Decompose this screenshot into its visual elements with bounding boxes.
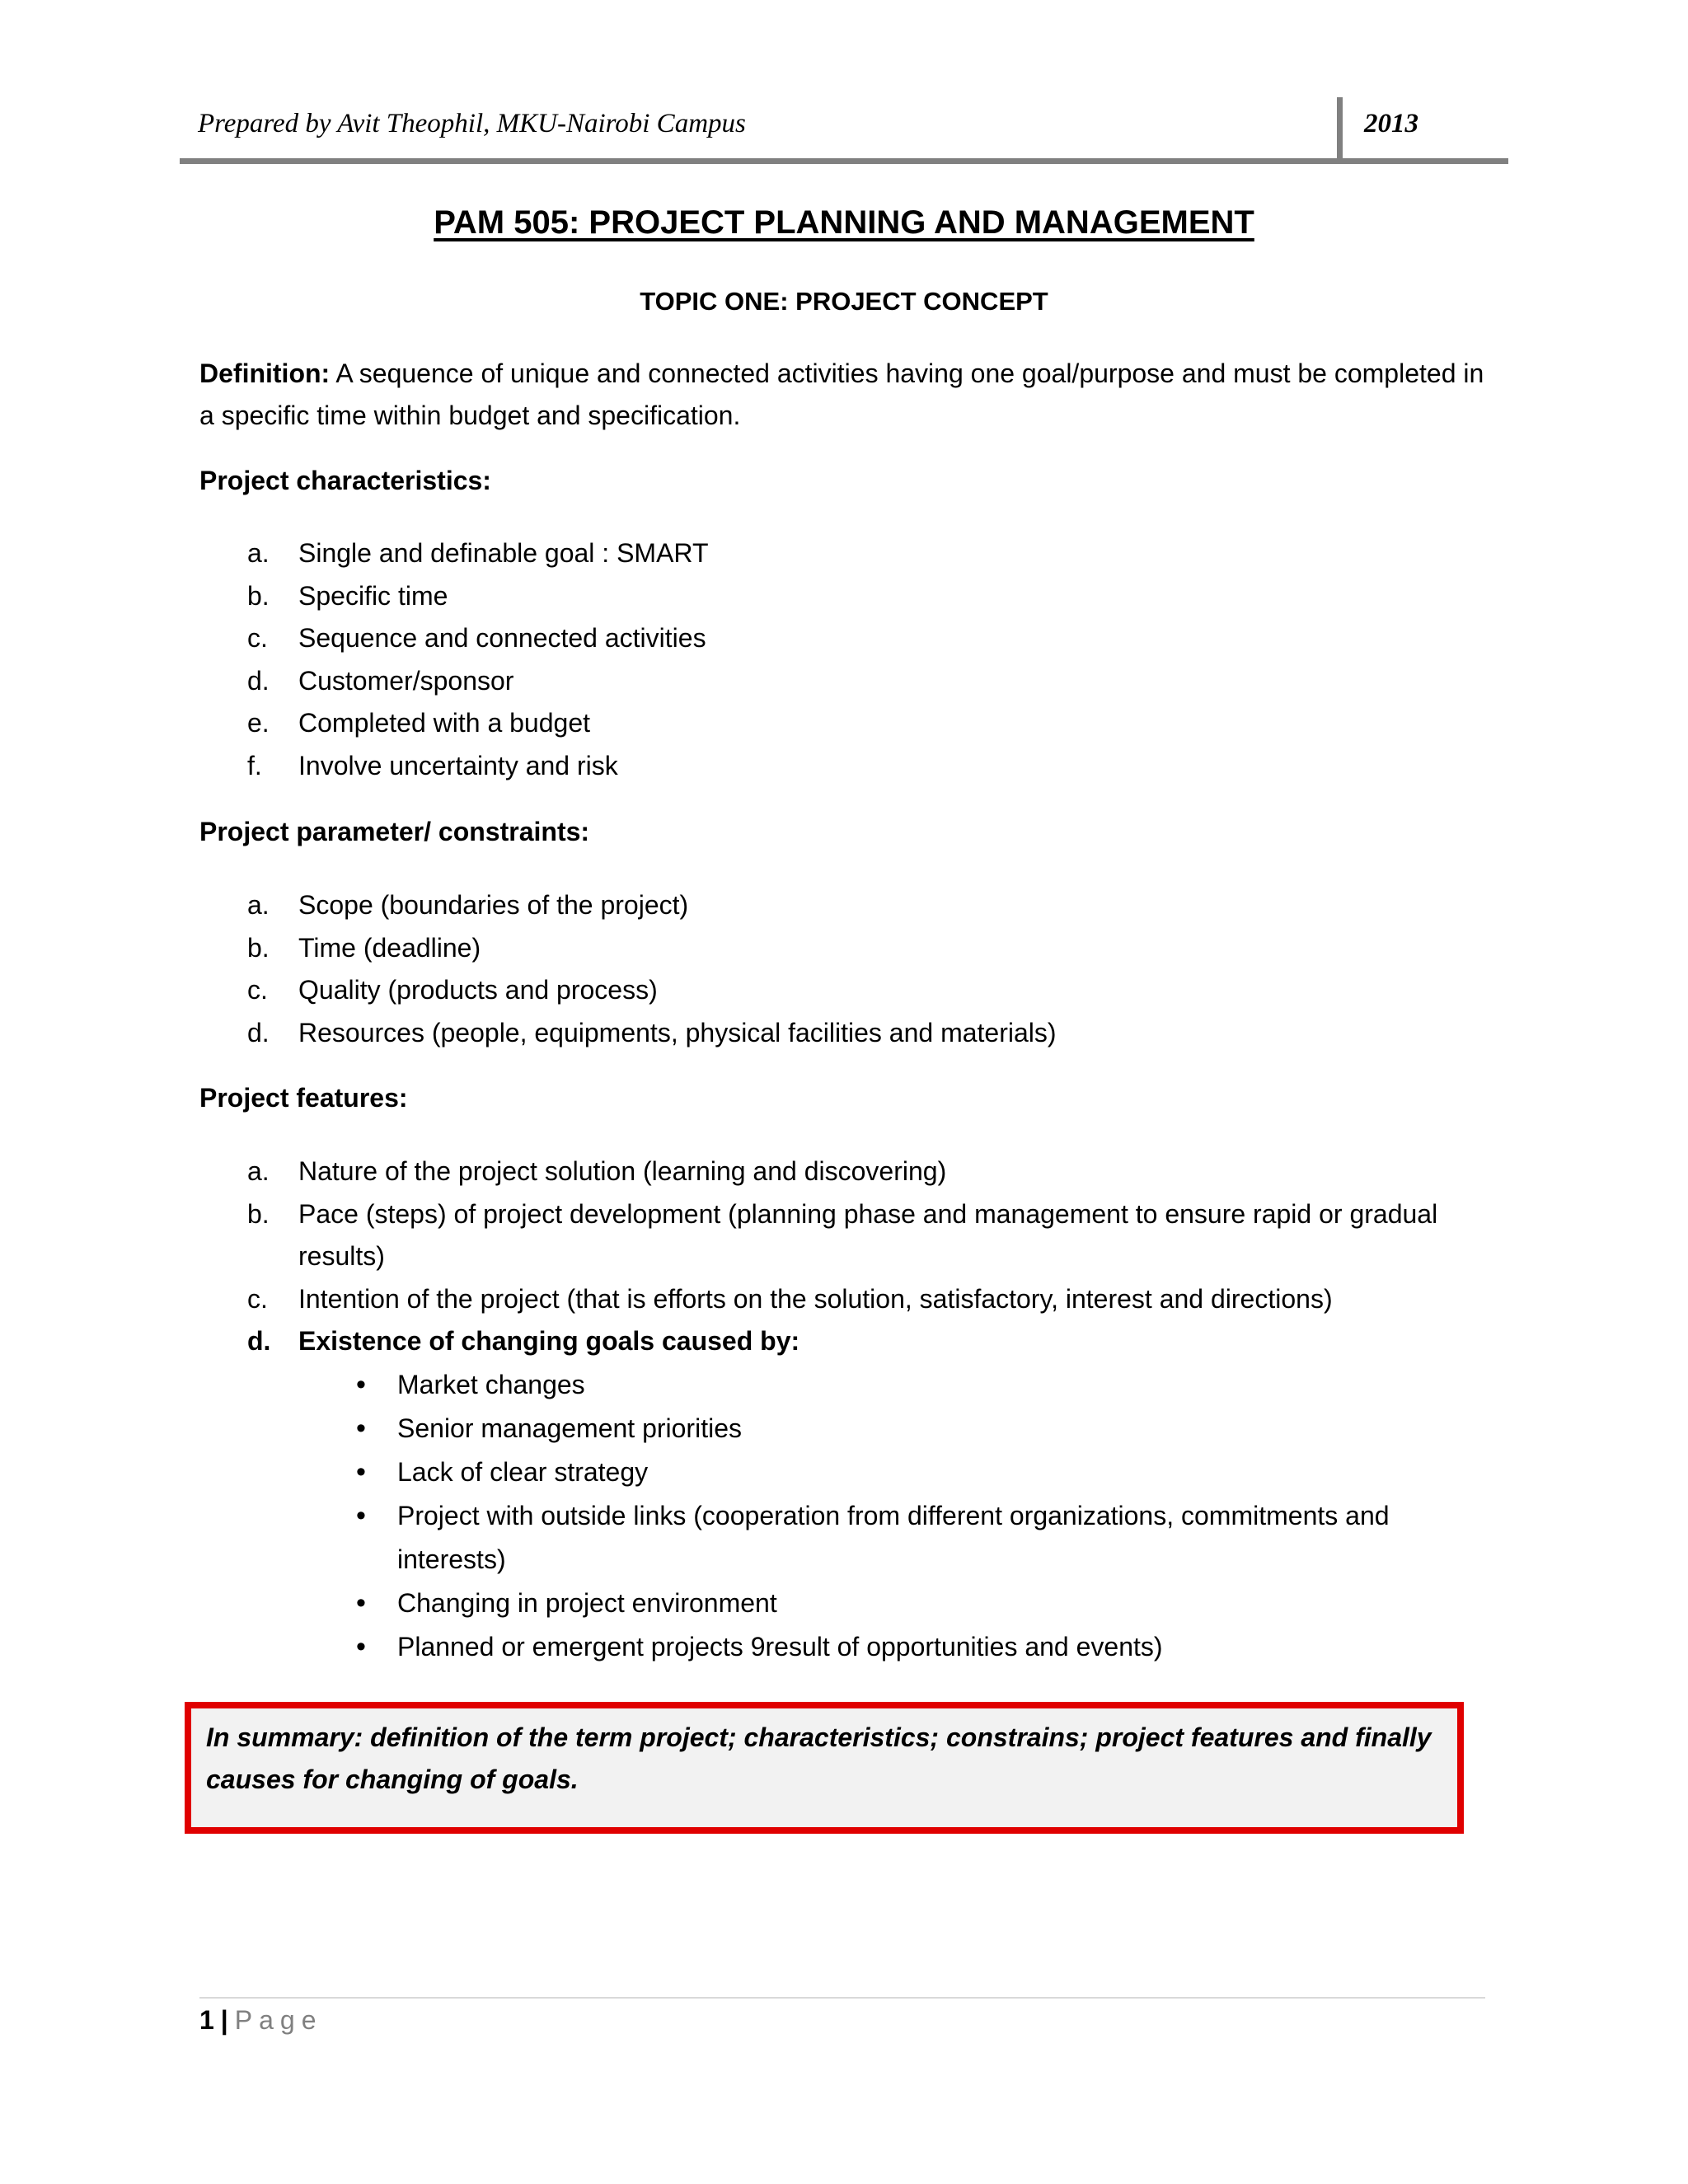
list-item: b. Time (deadline) <box>247 932 481 963</box>
list-item: a. Scope (boundaries of the project) <box>247 890 689 920</box>
page-label: Page <box>234 2005 323 2035</box>
bullet-icon: • <box>356 1586 366 1619</box>
list-item: b. Specific time <box>247 580 448 611</box>
characteristics-list <box>199 532 1502 787</box>
constraints-list <box>199 884 1502 1054</box>
header-divider <box>1337 97 1343 162</box>
list-item: a. Nature of the project solution (learning and discovering) <box>247 1156 947 1186</box>
bullet-icon: • <box>356 1630 366 1662</box>
list-item: d. Existence of changing goals caused by: • Market changes • Senior management priorities • Lack of clear strategy • Project with outside links (cooperation from different organizations, commitments and interests) • Changing in project environment • Planned or emergent projects 9result of opportunities and events) <box>199 1320 1502 1669</box>
header-rule <box>180 158 1508 164</box>
definition-paragraph <box>199 353 1485 437</box>
topic-title: TOPIC ONE: PROJECT CONCEPT <box>640 287 1048 316</box>
bullet-icon: • <box>356 1368 366 1400</box>
definition-label: Definition: <box>199 359 331 388</box>
list-item: a. Single and definable goal : SMART <box>247 538 709 568</box>
bullet-item: • Market changes <box>298 1363 1502 1407</box>
list-item: b. Pace (steps) of project development (planning phase and management to ensure rapid or gradual results) <box>247 1198 1438 1271</box>
bullet-item: • Senior management priorities <box>298 1407 1502 1451</box>
constraints-heading: Project parameter/ constraints: <box>199 817 590 846</box>
footer-separator: | <box>220 2005 228 2035</box>
changing-goals-bullets <box>298 1363 1502 1669</box>
header-author: Prepared by Avit Theophil, MKU-Nairobi Campus <box>198 109 746 138</box>
page-header <box>180 97 1508 163</box>
summary-box <box>185 1702 1464 1834</box>
features-list <box>199 1151 1502 1669</box>
bullet-item: • Project with outside links (cooperation from different organizations, commitments and interests) <box>298 1494 1502 1582</box>
list-item: e. Completed with a budget <box>247 708 590 738</box>
characteristics-heading: Project characteristics: <box>199 466 491 495</box>
definition-text: A sequence of unique and connected activities having one goal/purpose and must be completed in a specific time within budget and specification. <box>199 359 1484 430</box>
bullet-icon: • <box>356 1412 366 1444</box>
bullet-item: • Changing in project environment <box>298 1582 1502 1625</box>
page-number: 1 <box>199 2005 214 2035</box>
list-item: c. Intention of the project (that is efforts on the solution, satisfactory, interest and directions) <box>247 1283 1333 1314</box>
bullet-icon: • <box>356 1499 366 1531</box>
document-title: PAM 505: PROJECT PLANNING AND MANAGEMENT <box>434 204 1254 241</box>
list-item: d. Resources (people, equipments, physical facilities and materials) <box>247 1017 1057 1047</box>
footer-rule <box>199 1997 1485 1999</box>
bullet-item: • Planned or emergent projects 9result of opportunities and events) <box>298 1625 1502 1669</box>
list-item: d. Customer/sponsor <box>247 665 514 696</box>
summary-text: In summary: definition of the term project; characteristics; constrains; project features and finally causes for changing of goals. <box>206 1722 1432 1794</box>
list-item: f. Involve uncertainty and risk <box>247 750 618 780</box>
bullet-icon: • <box>356 1455 366 1488</box>
header-year: 2013 <box>1364 109 1418 138</box>
bullet-item: • Lack of clear strategy <box>298 1451 1502 1494</box>
list-item: c. Quality (products and process) <box>247 975 658 1005</box>
list-item: c. Sequence and connected activities <box>247 623 706 653</box>
page-footer <box>199 2005 322 2036</box>
features-heading: Project features: <box>199 1083 408 1113</box>
